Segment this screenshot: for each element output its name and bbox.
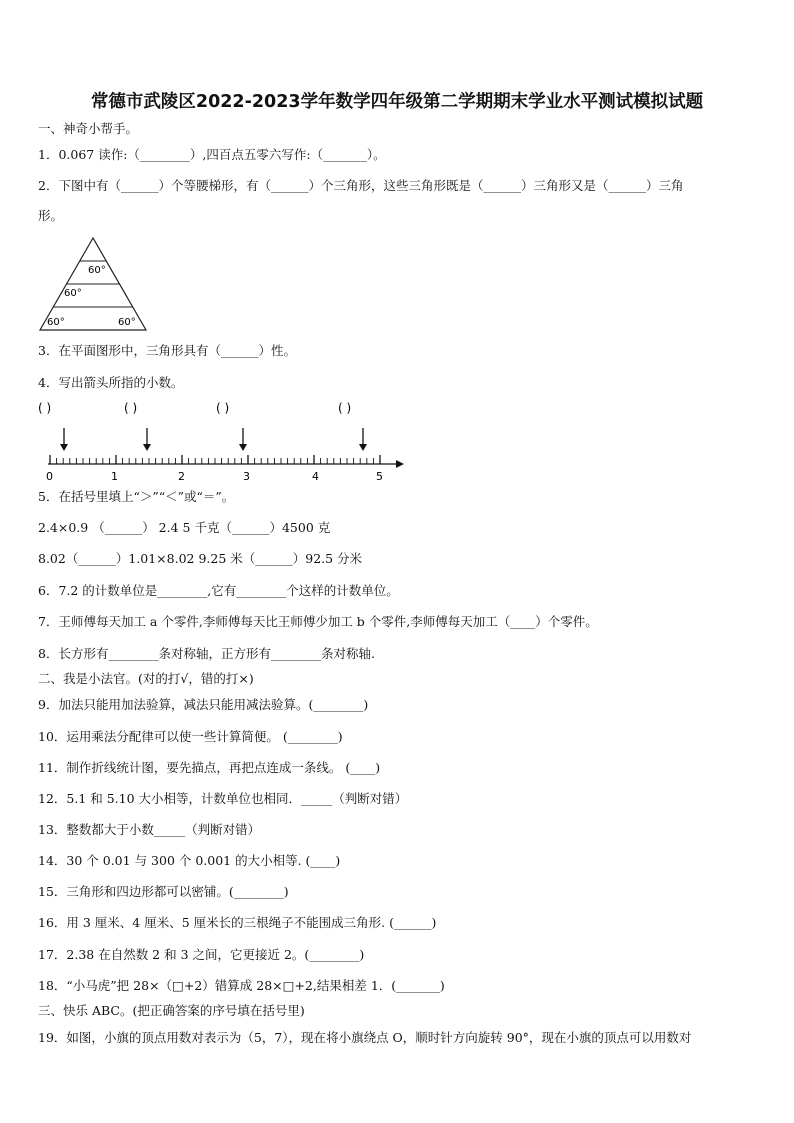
angle-label-4: 60°	[118, 317, 136, 328]
question-4: 4．写出箭头所指的小数。	[38, 375, 184, 390]
arrow-head-4	[359, 444, 367, 451]
page-title: 常德市武陵区2022-2023学年数学四年级第二学期期末学业水平测试模拟试题	[90, 92, 704, 112]
answer-blank-2: ( )	[124, 401, 138, 415]
angle-label-1: 60°	[88, 265, 106, 276]
section-1-heading: 一、神奇小帮手。	[38, 121, 139, 136]
question-5: 5．在括号里填上“＞”“＜”或“＝”。	[38, 489, 235, 504]
tick-marks	[50, 455, 380, 464]
question-5-row-2: 8.02（______）1.01×8.02 9.25 米（______）92.5 分米	[38, 551, 363, 566]
tick-label-2: 2	[178, 470, 185, 483]
section-2-heading: 二、我是小法官。(对的打√，错的打×)	[38, 671, 254, 686]
question-2: 2．下图中有（______）个等腰梯形，有（______）个三角形，这些三角形既是（______）三角形又是（______）三角	[38, 178, 684, 193]
question-9: 9．加法只能用加法验算，减法只能用减法验算。(________)	[38, 697, 369, 712]
tick-label-3: 3	[243, 470, 250, 483]
number-line-figure	[36, 398, 408, 484]
question-15: 15．三角形和四边形都可以密铺。(________)	[38, 884, 289, 899]
arrow-head-1	[60, 444, 68, 451]
question-13: 13．整数都大于小数_____（判断对错）	[38, 822, 261, 837]
answer-blank-1: ( )	[38, 401, 52, 415]
triangle-figure	[36, 232, 152, 334]
section-3-heading: 三、快乐 ABC。(把正确答案的序号填在括号里)	[38, 1003, 305, 1018]
arrow-head-3	[239, 444, 247, 451]
question-12: 12．5.1 和 5.10 大小相等，计数单位也相同．_____（判断对错）	[38, 791, 408, 806]
question-6: 6．7.2 的计数单位是________,它有________个这样的计数单位。	[38, 583, 399, 598]
question-5-row-1: 2.4×0.9 （______） 2.4 5 千克（______）4500 克	[38, 520, 331, 535]
tick-label-4: 4	[312, 470, 319, 483]
question-2-cont: 形。	[38, 208, 64, 223]
tick-label-0: 0	[46, 470, 53, 483]
answer-blank-3: ( )	[216, 401, 230, 415]
question-10: 10．运用乘法分配律可以使一些计算简便。 (________)	[38, 729, 343, 744]
question-17: 17．2.38 在自然数 2 和 3 之间，它更接近 2。(________)	[38, 947, 365, 962]
question-18: 18．“小马虎”把 28×（□+2）错算成 28×□+2,结果相差 1．(_______)	[38, 978, 445, 993]
axis-arrowhead	[396, 460, 404, 468]
angle-label-2: 60°	[64, 288, 82, 299]
question-19: 19．如图，小旗的顶点用数对表示为（5，7），现在将小旗绕点 O，顺时针方向旋转 90°，现在小旗的顶点可以用数对	[38, 1030, 692, 1045]
arrow-head-2	[143, 444, 151, 451]
question-11: 11．制作折线统计图，要先描点，再把点连成一条线。 (____)	[38, 760, 381, 775]
answer-blank-4: ( )	[338, 401, 352, 415]
tick-label-1: 1	[111, 470, 118, 483]
question-1: 1．0.067 读作:（________）,四百点五零六写作:（_______）。	[38, 147, 386, 162]
angle-label-3: 60°	[47, 317, 65, 328]
question-7: 7．王师傅每天加工 a 个零件,李师傅每天比王师傅少加工 b 个零件,李师傅每天加工（____）个零件。	[38, 614, 598, 629]
tick-label-5: 5	[376, 470, 383, 483]
question-3: 3．在平面图形中，三角形具有（______）性。	[38, 343, 296, 358]
question-8: 8．长方形有________条对称轴，正方形有________条对称轴.	[38, 646, 375, 661]
question-16: 16．用 3 厘米、4 厘米、5 厘米长的三根绳子不能围成三角形. (______)	[38, 915, 437, 930]
question-14: 14．30 个 0.01 与 300 个 0.001 的大小相等. (____)	[38, 853, 341, 868]
